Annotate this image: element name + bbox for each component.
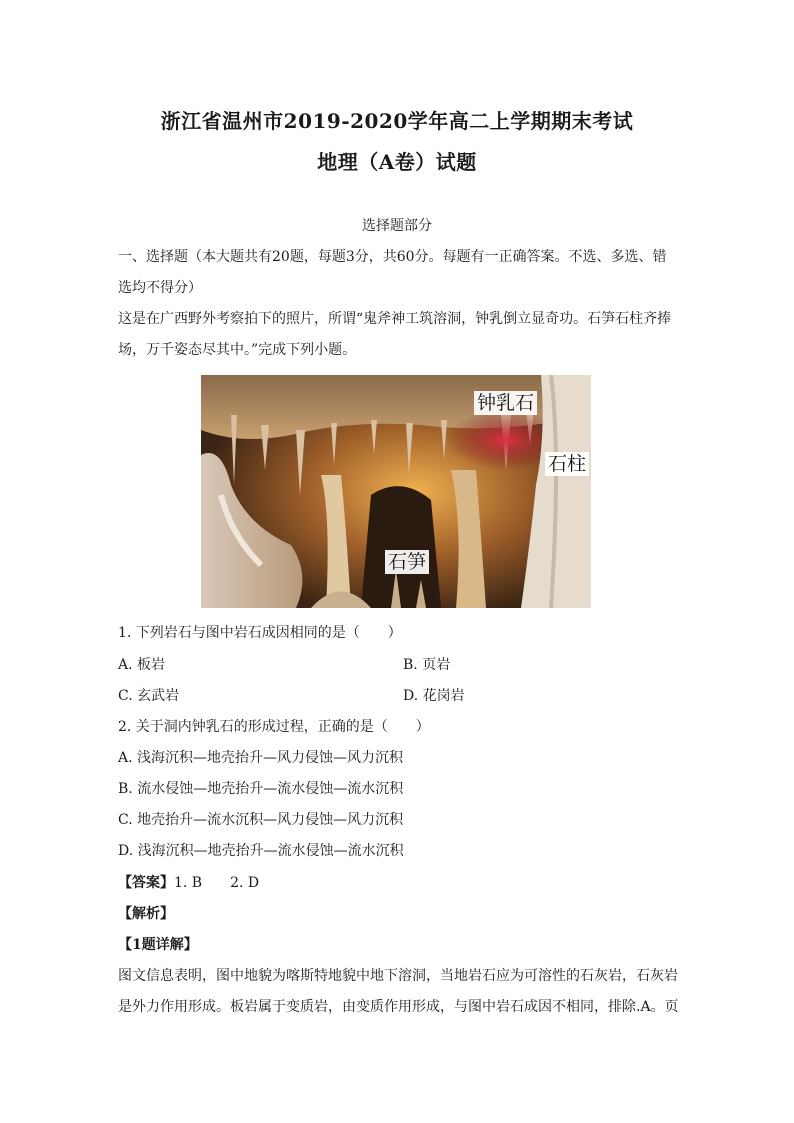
q2-option-d: D. 浅海沉积—地壳抬升—流水侵蚀—流水沉积: [118, 843, 404, 859]
q1-option-d: D. 花岗岩: [403, 688, 465, 704]
q2-option-a: A. 浅海沉积—地壳抬升—风力侵蚀—风力沉积: [118, 750, 404, 766]
answer-label: 【答案】: [118, 875, 174, 891]
analysis-line-2: 是外力作用形成。板岩属于变质岩，由变质作用形成，与图中岩石成因不相同，排除.A。页: [118, 999, 679, 1015]
label-stalactite: 钟乳石: [474, 391, 537, 415]
answer-text: 1. B 2. D: [174, 875, 260, 891]
label-stalagmite: 石笋: [385, 550, 429, 574]
analysis-line-1: 图文信息表明，图中地貌为喀斯特地貌中地下溶洞，当地岩石应为可溶性的石灰岩，石灰岩: [118, 968, 678, 984]
instructions-line-2: 选均不得分）: [118, 280, 202, 296]
cave-photo: [201, 375, 591, 608]
q1-option-a: A. 板岩: [118, 657, 166, 673]
exam-subtitle: 地理（A卷）试题: [317, 150, 477, 174]
intro-line-2: 场，万千姿态尽其中。”完成下列小题。: [118, 342, 357, 358]
intro-line-1: 这是在广西野外考察拍下的照片，所谓“鬼斧神工筑溶洞，钟乳倒立显奇功。石笋石柱齐捧: [118, 311, 672, 327]
label-column: 石柱: [545, 452, 589, 476]
q2-option-b: B. 流水侵蚀—地壳抬升—流水侵蚀—流水沉积: [118, 781, 404, 797]
exam-title: 浙江省温州市2019-2020学年高二上学期期末考试: [160, 109, 634, 133]
instructions-line-1: 一、选择题（本大题共有20题，每题3分，共60分。每题有一正确答案。不选、多选、错: [118, 249, 667, 265]
q1-option-c: C. 玄武岩: [118, 688, 180, 704]
section-heading: 选择题部分: [362, 218, 432, 234]
analysis-subheading-1: 【1题详解】: [118, 937, 198, 953]
answer-line: [118, 873, 678, 893]
question-1-stem: 1. 下列岩石与图中岩石成因相同的是（ ）: [118, 625, 402, 641]
q1-option-b: B. 页岩: [403, 657, 451, 673]
analysis-label: 【解析】: [118, 906, 174, 922]
q2-option-c: C. 地壳抬升—流水沉积—风力侵蚀—风力沉积: [118, 812, 404, 828]
question-2-stem: 2. 关于洞内钟乳石的形成过程，正确的是（ ）: [118, 719, 430, 735]
